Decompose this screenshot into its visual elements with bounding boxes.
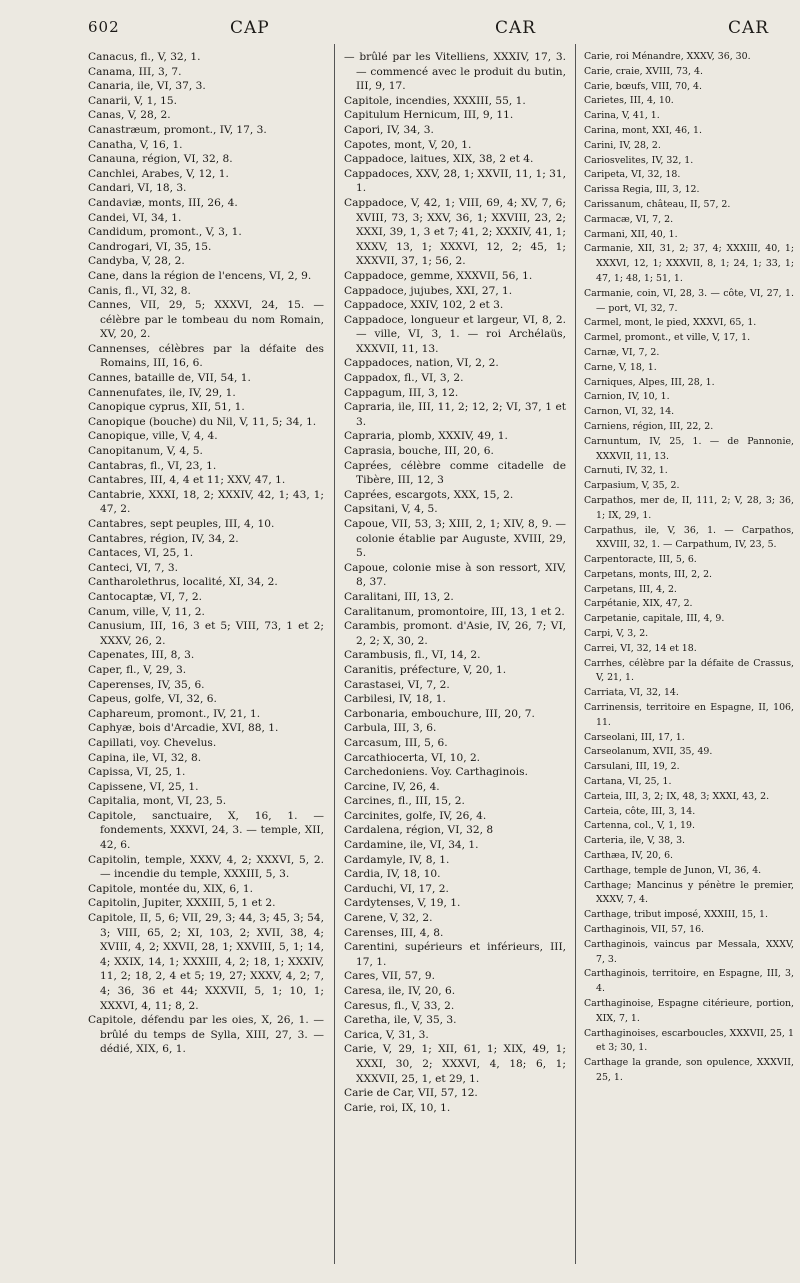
index-entry: Capillati, voy. Chevelus. [88,736,217,749]
index-entry: Capitole, défendu par les oies, X, 26, 1. — brûlé du temps de Sylla, XIII, 27, 3. — dédié, XIX, 6, 1. [88,1014,324,1056]
index-entry: Carcinites, golfe, IV, 26, 4. [344,809,487,822]
index-entry: Carie, bœufs, VIII, 70, 4. [584,80,702,92]
index-entry: Carthage, tribut imposé, XXXIII, 15, 1. [584,909,768,921]
index-entry: Canaria, ile, VI, 37, 3. [88,80,206,93]
index-entry: Carambis, promont. d'Asie, IV, 26, 7; VI, 2, 2; X, 30, 2. [344,620,566,647]
page-number: 602 [88,18,120,36]
index-entry: Cantabres, sept peuples, III, 4, 10. [88,518,275,530]
index-entry: Candei, VI, 34, 1. [88,211,182,224]
index-entry: Caripeta, VI, 32, 18. [584,169,681,181]
index-entry: Cantaces, VI, 25, 1. [88,547,194,560]
running-head-center: CAR [495,18,537,38]
index-entry: Carnion, IV, 10, 1. [584,391,670,403]
index-entry: Carseolanum, XVII, 35, 49. [584,746,713,758]
index-entry: Carrhes, célèbre par la défaite de Crassus, V, 21, 1. [584,657,794,684]
index-entry: Cappadoce, gemme, XXXVII, 56, 1. [344,269,533,282]
index-entry: Carbonaria, embouchure, III, 20, 7. [344,707,535,720]
index-entry: Caretha, ile, V, 35, 3. [344,1014,457,1027]
index-entry: Carteia, côte, III, 3, 14. [584,805,696,817]
index-entry: Caresa, ile, IV, 20, 6. [344,985,456,997]
index-entry: Cardamyle, IV, 8, 1. [344,853,450,866]
index-entry: — brûlé par les Vitelliens, XXXIV, 17, 3. — commencé avec le produit du butin, III, 9, 17. [344,51,566,93]
index-entry: Carnuntum, IV, 25, 1. — de Pannonie, XXXVII, 11, 13. [584,435,794,462]
index-entry: Carriata, VI, 32, 14. [584,687,679,699]
index-entry: Caperenses, IV, 35, 6. [88,678,205,691]
index-entry: Cannes, VII, 29, 5; XXXVI, 24, 15. — célèbre par le tombeau du nom Romain, XV, 20, 2. [88,299,324,341]
index-entry: Cartenna, col., V, 1, 19. [584,820,695,832]
index-entry: Carmel, promont., et ville, V, 17, 1. [584,332,751,344]
index-entry: Carmel, mont, le pied, XXXVI, 65, 1. [584,317,757,329]
index-entry: Cariosvelites, IV, 32, 1. [584,154,694,166]
index-entry: Capsitani, V, 4, 5. [344,503,438,516]
index-entry: Cane, dans la région de l'encens, VI, 2, 9. [88,269,312,282]
index-entry: Carpétanie, XIX, 47, 2. [584,598,693,610]
index-entry: Candaviæ, monts, III, 26, 4. [88,196,238,209]
index-entry: Capitole, II, 5, 6; VII, 29, 3; 44, 3; 45, 3; 54, 3; VIII, 65, 2; XI, 103, 2; XVII, 38, 4; XVIII, 4, 2; XXVII, 28, 1; XXVIII, 5, 1; 14, 4; XXIX, 14, 1; XXXIII, 4, 2; 18, 1; XXXIV, 11, 2; 18, 2, 4 et 5; 19, 27; XXXV, 4, 2; 7, 4; 36, 36 et 44; XXXVII, 5, 1; 10, 1; XXXVI, 4, 11; 8, 2. [88,912,324,1012]
index-entry: Carambusis, fl., VI, 14, 2. [344,649,481,662]
index-entry: Candidum, promont., V, 3, 1. [88,226,242,239]
index-entry: Carsulani, III, 19, 2. [584,761,680,773]
index-entry: Canopique, ville, V, 4, 4. [88,430,218,443]
index-entry: Carina, V, 41, 1. [584,110,660,122]
index-entry: Carini, IV, 28, 2. [584,139,661,151]
index-entry: Capoue, VII, 53, 3; XIII, 2, 1; XIV, 8, 9. — colonie établie par Auguste, XVIII, 29, 5. [344,518,566,560]
index-entry: Cantharolethrus, localité, XI, 34, 2. [88,576,278,589]
index-entry: Capitole, montée du, XIX, 6, 1. [88,882,253,895]
index-entry: Caprasia, bouche, III, 20, 6. [344,445,494,458]
index-entry: Carietes, III, 4, 10. [584,95,674,107]
index-entry: Canopique cyprus, XII, 51, 1. [88,401,245,414]
index-entry: Carchedoniens. Voy. Carthaginois. [344,766,528,779]
index-entry: Canum, ville, V, 11, 2. [88,605,205,618]
index-entry: Carteia, III, 3, 2; IX, 48, 3; XXXI, 43, 2. [584,790,770,802]
index-entry: Capitalia, mont, VI, 23, 5. [88,795,227,808]
index-entry: Candari, VI, 18, 3. [88,182,187,195]
index-entry: Cantabras, fl., VI, 23, 1. [88,459,217,472]
index-entry: Cannes, bataille de, VII, 54, 1. [88,372,251,385]
index-entry: Carcathiocerta, VI, 10, 2. [344,751,481,764]
index-entry: Carpetans, monts, III, 2, 2. [584,568,713,580]
index-entry: Cappadoces, nation, VI, 2, 2. [344,357,499,370]
index-entry: Caranitis, préfecture, V, 20, 1. [344,663,507,676]
index-entry: Carpi, V, 3, 2. [584,628,649,640]
index-entry: Carpathos, mer de, II, 111, 2; V, 28, 3; 36, 1; IX, 29, 1. [584,494,794,521]
index-entry: Cappadox, fl., VI, 3, 2. [344,372,464,385]
page-header [60,18,780,46]
index-entry: Cantabres, région, IV, 34, 2. [88,532,239,545]
index-entry: Carpasium, V, 35, 2. [584,480,680,492]
index-entry: Carie, V, 29, 1; XII, 61, 1; XIX, 49, 1; XXXI, 30, 2; XXXVI, 4, 18; 6, 1; XXXVII, 25, 1, et 29, 1. [344,1043,566,1085]
index-entry: Carmanie, XII, 31, 2; 37, 4; XXXIII, 40, 1; XXXVI, 12, 1; XXXVII, 8, 1; 24, 1; 33, 1; 47, 1; 48, 1; 51, 1. [584,243,794,284]
index-entry: Carpetans, III, 4, 2. [584,583,677,595]
index-entry: Cardytenses, V, 19, 1. [344,897,461,910]
running-head-left: CAP [230,18,270,38]
index-entry: Capitulum Hernicum, III, 9, 11. [344,109,514,122]
index-entry: Carastasei, VI, 7, 2. [344,678,450,691]
index-entry: Capraria, plomb, XXXIV, 49, 1. [344,430,508,443]
index-entry: Capori, IV, 34, 3. [344,123,434,136]
index-entry: Carie, craie, XVIII, 73, 4. [584,65,703,77]
index-entry: Carie, roi, IX, 10, 1. [344,1101,451,1114]
index-entry: Carbilesi, IV, 18, 1. [344,693,446,706]
index-entry: Carthæa, IV, 20, 6. [584,850,674,862]
index-entry: Cappagum, III, 3, 12. [344,386,459,399]
index-entry: Carpathus, ile, V, 36, 1. — Carpathos, XXVIII, 32, 1. — Carpathum, IV, 23, 5. [584,524,794,551]
column-divider-2 [575,44,576,1264]
index-entry: Carmanie, coin, VI, 28, 3. — côte, VI, 27, 1. — port, VI, 32, 7. [584,287,794,314]
index-entry: Carissanum, château, II, 57, 2. [584,198,731,210]
index-entry: Carniques, Alpes, III, 28, 1. [584,376,715,388]
index-entry: Canopique (bouche) du Nil, V, 11, 5; 34, 1. [88,415,317,428]
index-entry: Cannenufates, ile, IV, 29, 1. [88,386,236,399]
column-left [88,50,324,1057]
index-entry: Carmacæ, VI, 7, 2. [584,213,674,225]
column-divider-1 [334,44,335,1264]
index-entry: Capina, ile, VI, 32, 8. [88,751,202,764]
index-entry: Canauna, région, VI, 32, 8. [88,153,233,166]
index-entry: Carenses, III, 4, 8. [344,926,444,939]
index-entry: Carpentoracte, III, 5, 6. [584,554,697,566]
index-entry: Carnon, VI, 32, 14. [584,406,675,418]
index-entry: Caphareum, promont., IV, 21, 1. [88,707,261,720]
index-entry: Cappadoce, V, 42, 1; VIII, 69, 4; XV, 7, 6; XVIII, 73, 3; XXV, 36, 1; XXVIII, 23, 2; XXXI, 39, 1, 3 et 7; 41, 2; XXXIV, 41, 1; XXXV, 13, 1; XXXVI, 12, 2; 45, 1; XXXVII, 37, 1; 56, 2. [344,196,566,268]
index-entry: Carthaginois, territoire, en Espagne, III, 3, 4. [584,968,794,995]
index-entry: Cappadoce, laitues, XIX, 38, 2 et 4. [344,153,534,166]
index-entry: Caprées, escargots, XXX, 15, 2. [344,488,514,501]
index-entry: Carrinensis, territoire en Espagne, II, 106, 11. [584,702,794,728]
index-entry: Carnuti, IV, 32, 1. [584,465,668,477]
index-entry: Canis, fl., VI, 32, 8. [88,284,191,297]
column-center [344,50,566,1115]
index-entry: Canopitanum, V, 4, 5. [88,445,203,458]
index-entry: Capitolin, Jupiter, XXXIII, 5, 1 et 2. [88,897,276,910]
index-entry: Carniens, région, III, 22, 2. [584,420,714,432]
index-entry: Candrogari, VI, 35, 15. [88,240,212,253]
index-entry: Carteria, ile, V, 38, 3. [584,835,686,847]
index-entry: Carica, V, 31, 3. [344,1028,429,1041]
index-entry: Carthaginois, vaincus par Messala, XXXV, 7, 3. [584,938,794,965]
index-entry: Capissa, VI, 25, 1. [88,766,186,779]
index-entry: Caralitanum, promontoire, III, 13, 1 et 2. [344,605,565,618]
index-entry: Cappadoce, longueur et largeur, VI, 8, 2. — ville, VI, 3, 1. — roi Archélaüs, XXXVII, 11, 13. [344,313,566,355]
index-entry: Carcines, fl., III, 15, 2. [344,795,465,808]
index-entry: Capenates, III, 8, 3. [88,649,195,662]
column-right [584,50,794,1086]
index-entry: Canchlei, Arabes, V, 12, 1. [88,167,229,180]
index-entry: Carbula, III, 3, 6. [344,722,437,735]
index-entry: Caresus, fl., V, 33, 2. [344,999,455,1012]
index-entry: Carentini, supérieurs et inférieurs, III, 17, 1. [344,941,566,968]
index-entry: Caper, fl., V, 29, 3. [88,663,187,676]
index-entry: Capitole, incendies, XXXIII, 55, 1. [344,94,526,107]
index-entry: Cantocaptæ, VI, 7, 2. [88,590,203,603]
index-entry: Canama, III, 3, 7. [88,65,182,78]
index-entry: Carissa Regia, III, 3, 12. [584,184,700,196]
index-entry: Cantabrie, XXXI, 18, 2; XXXIV, 42, 1; 43, 1; 47, 2. [88,488,324,516]
index-entry: Carthaginois, VII, 57, 16. [584,924,705,936]
index-entry: Canteci, VI, 7, 3. [88,561,178,574]
index-entry: Canas, V, 28, 2. [88,109,171,122]
index-entry: Canacus, fl., V, 32, 1. [88,51,201,63]
index-entry: Cappadoce, XXIV, 102, 2 et 3. [344,299,504,312]
index-entry: Carthaginoises, escarboucles, XXXVII, 25, 1 et 3; 30, 1. [584,1027,794,1054]
index-entry: Capraria, ile, III, 11, 2; 12, 2; VI, 37, 1 et 3. [344,401,566,428]
index-entry: Canatha, V, 16, 1. [88,138,183,151]
index-entry: Capoue, colonie mise à son ressort, XIV, 8, 37. [344,561,566,589]
index-entry: Cartana, VI, 25, 1. [584,776,672,788]
index-entry: Candyba, V, 28, 2. [88,255,185,268]
index-entry: Capeus, golfe, VI, 32, 6. [88,693,217,706]
index-entry: Cardia, IV, 18, 10. [344,868,441,881]
index-entry: Carcasum, III, 5, 6. [344,736,448,749]
index-entry: Carnæ, VI, 7, 2. [584,346,660,358]
index-entry: Carmani, XII, 40, 1. [584,228,678,240]
index-entry: Carseolani, III, 17, 1. [584,731,685,743]
index-entry: Cardamine, ile, VI, 34, 1. [344,839,479,852]
index-entry: Carene, V, 32, 2. [344,912,433,925]
index-entry: Capotes, mont, V, 20, 1. [344,138,472,151]
index-entry: Cannenses, célèbres par la défaite des Romains, III, 16, 6. [88,342,324,370]
index-entry: Canarii, V, 1, 15. [88,94,177,107]
index-entry: Capissene, VI, 25, 1. [88,780,199,793]
index-entry: Cappadoce, jujubes, XXI, 27, 1. [344,284,513,297]
index-entry: Carne, V, 18, 1. [584,361,657,373]
index-entry: Carthage la grande, son opulence, XXXVII, 25, 1. [584,1057,794,1083]
index-entry: Canusium, III, 16, 3 et 5; VIII, 73, 1 et 2; XXXV, 26, 2. [88,620,324,647]
index-entry: Caralitani, III, 13, 2. [344,590,454,603]
index-entry: Carpetanie, capitale, III, 4, 9. [584,613,725,625]
index-entry: Carie de Car, VII, 57, 12. [344,1087,478,1100]
index-entry: Cappadoces, XXV, 28, 1; XXVII, 11, 1; 31, 1. [344,167,566,195]
index-entry: Canastræum, promont., IV, 17, 3. [88,123,267,136]
index-entry: Carrei, VI, 32, 14 et 18. [584,642,697,654]
index-entry: Caprées, célèbre comme citadelle de Tibère, III, 12, 3 [344,459,566,487]
index-entry: Carcine, IV, 26, 4. [344,780,440,793]
index-entry: Carthaginoise, Espagne citérieure, portion, XIX, 7, 1. [584,998,794,1024]
index-entry: Carina, mont, XXI, 46, 1. [584,124,702,136]
index-entry: Cardalena, région, VI, 32, 8 [344,824,494,837]
index-entry: Cares, VII, 57, 9. [344,970,436,983]
index-entry: Capitolin, temple, XXXV, 4, 2; XXXVI, 5, 2. — incendie du temple, XXXIII, 5, 3. [88,853,324,881]
index-entry: Caphyæ, bois d'Arcadie, XVI, 88, 1. [88,722,279,735]
index-entry: Carduchi, VI, 17, 2. [344,882,449,895]
index-entry: Capitole, sanctuaire, X, 16, 1. — fondements, XXXVI, 24, 3. — temple, XII, 42, 6. [88,809,324,852]
index-entry: Carthage, temple de Junon, VI, 36, 4. [584,864,762,876]
index-entry: Carie, roi Ménandre, XXXV, 36, 30. [584,51,751,62]
running-head-right: CAR [728,18,770,38]
index-entry: Carthage; Mancinus y pénètre le premier, XXXV, 7, 4. [584,879,794,906]
index-entry: Cantabres, III, 4, 4 et 11; XXV, 47, 1. [88,474,286,487]
